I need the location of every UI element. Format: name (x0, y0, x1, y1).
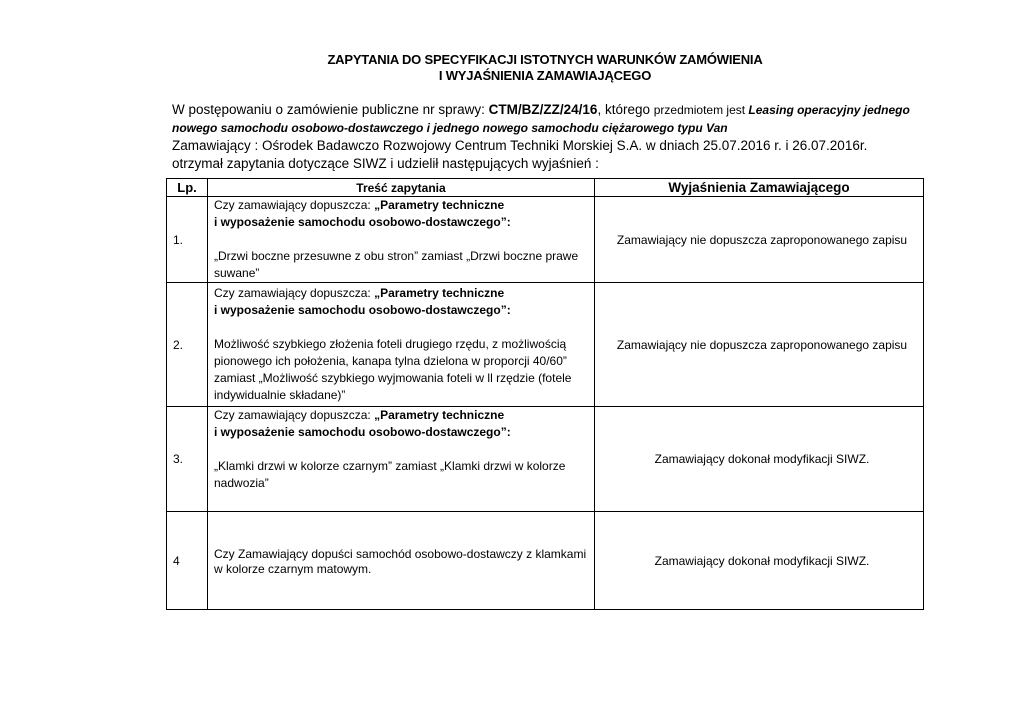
row-number: 3. (167, 407, 208, 512)
question-cell (208, 283, 595, 407)
question-bold-2: i wyposażenie samochodu osobowo-dostawczego”: (214, 425, 511, 439)
question-text: Możliwość szybkiego złożenia foteli drugiego rzędu, z możliwością pionowego ich położenia, kanapa tylna dzielona w proporcji 40/60” zamiast „Możliwość szybkiego wyjmowania foteli w ll rzędzie (fotele indywidualnie składane)” (214, 337, 572, 402)
question-bold-1: „Parametry techniczne (374, 408, 505, 422)
answer-cell: Zamawiający nie dopuszcza zaproponowanego zapisu (595, 283, 924, 407)
title-line-2: I WYJAŚNIENIA ZAMAWIAJĄCEGO (438, 68, 652, 83)
intro-prefix: W postępowaniu o zamówienie publiczne nr sprawy: (172, 102, 489, 117)
question-text: „Klamki drzwi w kolorze czarnym” zamiast „Klamki drzwi w kolorze nadwozia” (214, 459, 566, 490)
intro-mid: , którego (597, 102, 654, 117)
row-number: 1. (167, 197, 208, 283)
question-bold-2: i wyposażenie samochodu osobowo-dostawczego”: (214, 303, 511, 317)
question-text: „Drzwi boczne przesuwne z obu stron” zamiast „Drzwi boczne prawe suwane” (214, 249, 579, 280)
answer-cell: Zamawiający nie dopuszcza zaproponowanego zapisu (595, 197, 924, 283)
question-cell (208, 407, 595, 512)
header-wyjasnienia: Wyjaśnienia Zamawiającego (595, 179, 924, 197)
header-tresc: Treść zapytania (208, 179, 595, 197)
document-title (0, 52, 1024, 84)
question-bold-1: „Parametry techniczne (374, 198, 505, 212)
question-intro: Czy zamawiający dopuszcza: (214, 286, 375, 300)
case-number: CTM/BZ/ZZ/24/16 (488, 102, 598, 117)
header-lp: Lp. (167, 179, 208, 197)
question-intro: Czy zamawiający dopuszcza: (214, 408, 375, 422)
question-bold-2: i wyposażenie samochodu osobowo-dostawczego”: (214, 215, 511, 229)
answer-cell: Zamawiający dokonał modyfikacji SIWZ. (595, 407, 924, 512)
title-line-1: ZAPYTANIA DO SPECYFIKACJI ISTOTNYCH WARUNKÓW ZAMÓWIENIA (327, 52, 763, 67)
row-number: 2. (167, 283, 208, 407)
table-row (167, 197, 924, 283)
question-cell (208, 512, 595, 610)
row-number: 4 (167, 512, 208, 610)
table-row (167, 512, 924, 610)
question-bold-1: „Parametry techniczne (374, 286, 505, 300)
question-cell (208, 197, 595, 283)
table-row (167, 283, 924, 407)
table-row (167, 407, 924, 512)
subject-label: przedmiotem jest (653, 103, 749, 117)
intro-line-3: Zamawiający : Ośrodek Badawczo Rozwojowy Centrum Techniki Morskiej S.A. w dniach 25.07.2016 r. i 26.07.2016r. otrzymał zapytania dotyczące SIWZ i udzielił następujących wyjaśnień : (172, 138, 868, 171)
question-intro: Czy zamawiający dopuszcza: (214, 198, 375, 212)
question-line-2: w kolorze czarnym matowym. (214, 561, 372, 576)
questions-table (166, 178, 924, 610)
answer-cell: Zamawiający dokonał modyfikacji SIWZ. (595, 512, 924, 610)
subject-text: Leasing operacyjny jednego nowego samochodu osobowo-dostawczego i jednego nowego samochodu ciężarowego typu Van (172, 103, 910, 135)
table-header-row (167, 179, 924, 197)
intro-paragraph (172, 101, 912, 173)
question-line-1: Czy Zamawiający dopuści samochód osobowo-dostawczy z klamkami (214, 546, 587, 561)
